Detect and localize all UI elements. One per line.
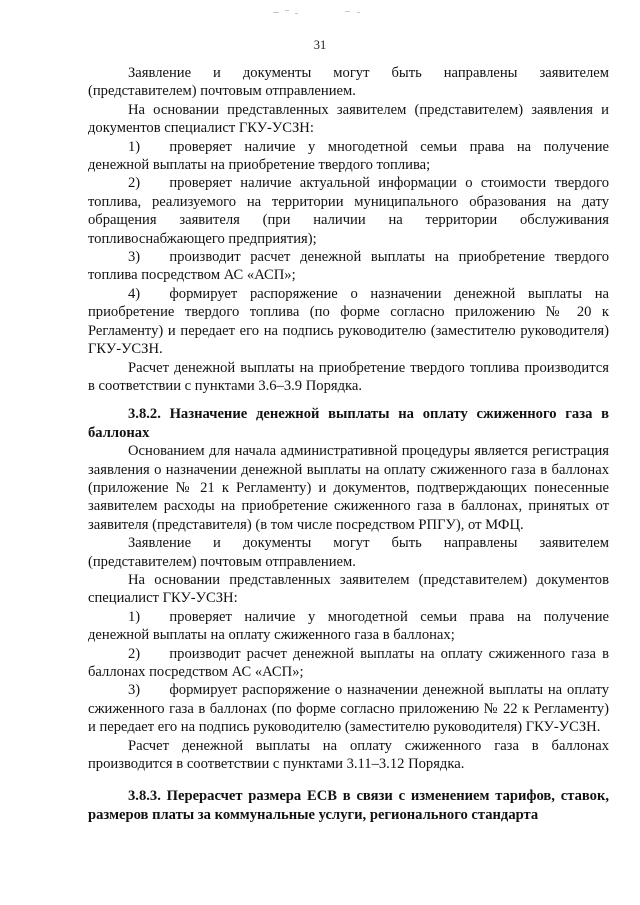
paragraph: Заявление и документы могут быть направлены заявителем (представителем) почтовым отправлением. (88, 65, 609, 100)
list-item: 2) производит расчет денежной выплаты на оплату сжиженного газа в баллонах посредством АС «АСП»; (88, 645, 609, 680)
section-heading: 3.8.2. Назначение денежной выплаты на оплату сжиженного газа в баллонах (88, 406, 609, 441)
list-item: 4) формирует распоряжение о назначении денежной выплаты на приобретение твердого топлива (по форме согласно приложению № 20 к Регламенту) и передает его на подпись руководителю (заместителю руководителя) ГКУ-УСЗН. (88, 285, 609, 358)
paragraph: На основании представленных заявителем (представителем) документов специалист ГКУ-УСЗН: (88, 571, 609, 607)
paragraph: На основании представленных заявителем (представителем) заявления и документов специалист ГКУ-УСЗН: (88, 101, 609, 137)
scan-artifact (265, 6, 375, 20)
paragraph: Расчет денежной выплаты на приобретение твердого топлива производится в соответствии с пунктами 3.6–3.9 Порядка. (88, 359, 609, 394)
list-item: 2) проверяет наличие актуальной информации о стоимости твердого топлива, реализуемого на территории муниципального образования на дату обращения заявителя (при наличии на территории обслуживания топливоснабжающего предприятия); (88, 175, 609, 247)
list-item: 1) проверяет наличие у многодетной семьи права на получение денежной выплаты на приобретение твердого топлива; (88, 138, 609, 174)
list-item: 3) формирует распоряжение о назначении денежной выплаты на оплату сжиженного газа в баллонах (по форме согласно приложению № 22 к Регламенту) и передает его на подпись руководителю (заместителю руководителя) ГКУ-УСЗН. (88, 682, 609, 736)
list-item: 3) производит расчет денежной выплаты на приобретение твердого топлива посредством АС «АСП»; (88, 249, 609, 284)
list-item: 1) проверяет наличие у многодетной семьи права на получение денежной выплаты на оплату сжиженного газа в баллонах; (88, 608, 609, 644)
document-body (88, 64, 609, 824)
page-number: 31 (313, 38, 327, 52)
paragraph: Расчет денежной выплаты на оплату сжиженного газа в баллонах производится в соответствии с пунктами 3.11–3.12 Порядка. (88, 737, 609, 773)
section-heading: 3.8.3. Перерасчет размера ЕСВ в связи с изменением тарифов, ставок, размеров платы за коммунальные услуги, регионального стандарта (88, 788, 609, 823)
paragraph: Заявление и документы могут быть направлены заявителем (представителем) почтовым отправлением. (88, 535, 609, 570)
paragraph: Основанием для начала административной процедуры является регистрация заявления о назначении денежной выплаты на оплату сжиженного газа в баллонах (приложение № 21 к Регламенту) и документов, подтверждающих понесенные заявителем расходы на приобретение сжиженного газа в баллонах, принятых от заявителя (представителя) (в том числе посредством РПГУ), от МФЦ. (88, 443, 609, 533)
